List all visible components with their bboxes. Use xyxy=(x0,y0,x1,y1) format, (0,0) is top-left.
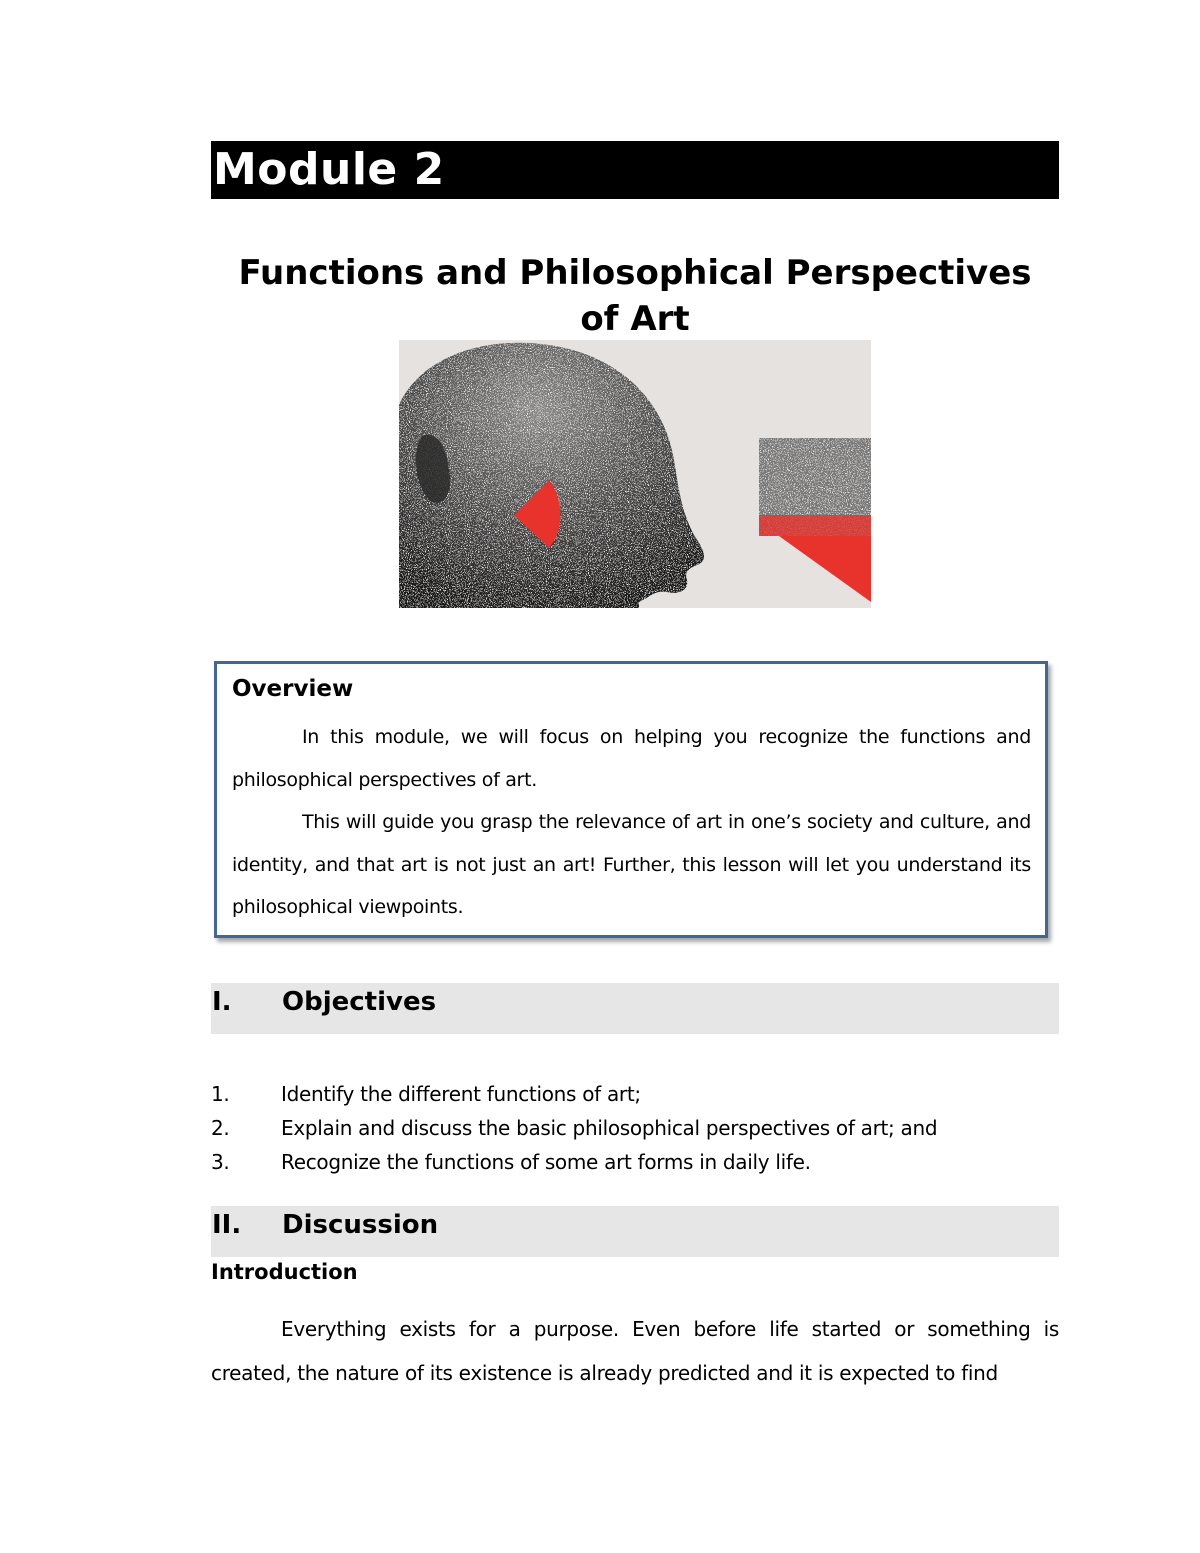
objectives-list xyxy=(211,1077,1059,1179)
list-item-number: 3. xyxy=(211,1150,230,1174)
discussion-number: II. xyxy=(212,1210,242,1240)
module-label: Module 2 xyxy=(213,144,445,195)
title-line-1: Functions and Philosophical Perspectives xyxy=(238,253,1032,293)
list-item-text: Explain and discuss the basic philosophical perspectives of art; and xyxy=(281,1116,938,1140)
list-item-text: Identify the different functions of art; xyxy=(281,1082,641,1106)
objectives-number: I. xyxy=(212,987,232,1017)
overview-box xyxy=(214,661,1048,938)
list-item-number: 1. xyxy=(211,1082,230,1106)
objectives-section-header xyxy=(211,983,1059,1034)
list-item xyxy=(211,1077,1059,1111)
red-band xyxy=(759,515,871,536)
discussion-section-header xyxy=(211,1206,1059,1257)
introduction-heading: Introduction xyxy=(211,1260,358,1284)
overview-paragraph-1: In this module, we will focus on helping you recognize the functions and philosophical perspectives of art. xyxy=(232,726,1031,791)
overview-paragraph-2: This will guide you grasp the relevance of art in one’s society and culture, and identity, and that art is not just an art! Further, this lesson will let you understand its philosophical viewpoints. xyxy=(232,811,1031,918)
list-item xyxy=(211,1145,1059,1179)
head-illustration xyxy=(399,340,871,608)
list-item-text: Recognize the functions of some art forms in daily life. xyxy=(281,1150,811,1174)
list-item-number: 2. xyxy=(211,1116,230,1140)
overview-heading: Overview xyxy=(232,676,354,702)
introduction-paragraph: Everything exists for a purpose. Even before life started or something is created, the nature of its existence is already predicted and it is expected to find xyxy=(211,1317,1059,1385)
list-item xyxy=(211,1111,1059,1145)
objectives-heading: Objectives xyxy=(282,987,437,1017)
discussion-heading: Discussion xyxy=(282,1210,439,1240)
page-title xyxy=(211,250,1059,342)
title-line-2: of Art xyxy=(580,299,690,339)
module-banner xyxy=(211,141,1059,199)
